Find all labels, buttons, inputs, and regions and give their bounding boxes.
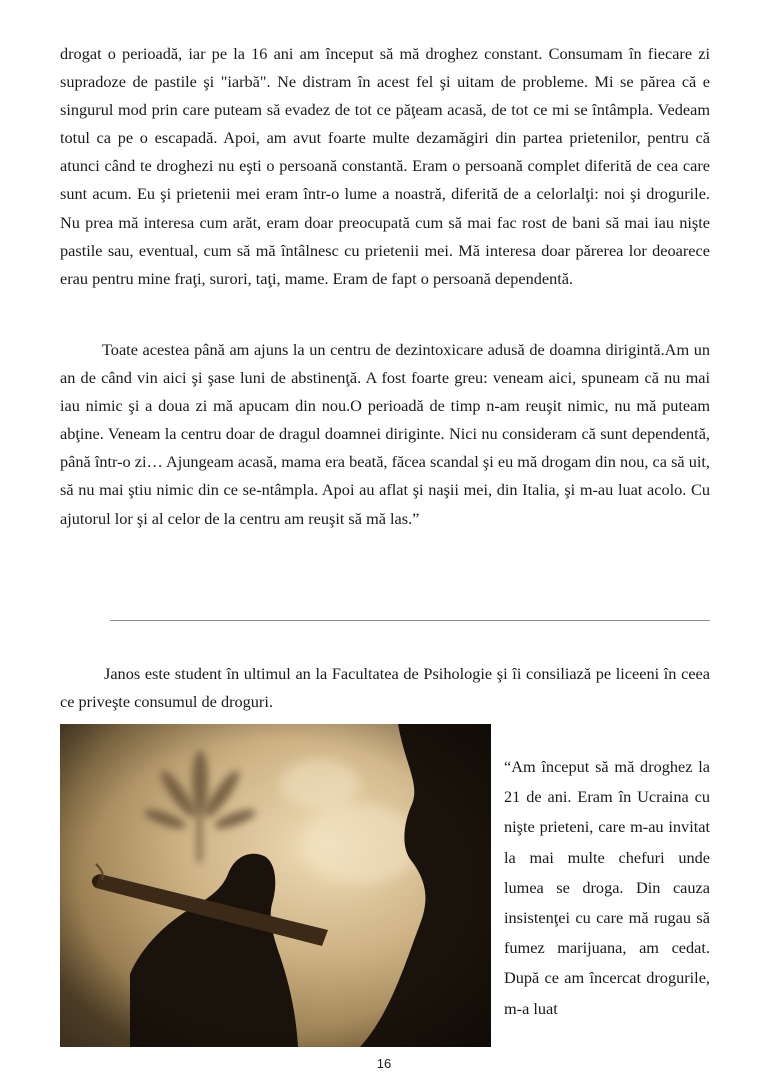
paragraph-continuation: drogat o perioadă, iar pe la 16 ani am început să mă droghez constant. Consumam în fiecare zi supradoze de pastile şi "iarbă". Ne distram în acest fel şi uitam de probleme. Mi se părea că e singurul mod prin care puteam să evadez de tot ce păţeam acasă, de tot ce mi se întâmpla. Vedeam totul ca pe o escapadă. Apoi, am avut foarte multe dezamăgiri din partea prietenilor, pentru că atunci când te droghezi nu eşti o persoană constantă. Eram o persoană complet diferită de cea care sunt acum. Eu şi prietenii mei eram într-o lume a noastră, diferită de a celorlalţi: noi şi drogurile. Nu prea mă interesa cum arăt, eram doar preocupată cum să mai fac rost de bani să mai iau nişte pastile sau, eventual, cum să mă întâlnesc cu prietenii mei. Mă interesa doar părerea lor deoarece erau pentru mine fraţi, surori, taţi, mame. Eram de fapt o persoană dependentă. (60, 44, 710, 288)
paragraph-rehab-story: Toate acestea până am ajuns la un centru de dezintoxicare adusă de doamna dirigintă.Am un an de când vin aici şi şase luni de abstinenţă. A fost foarte greu: veneam aici, spuneam că nu mai iau nimic şi a doua zi mă apucam din nou.O perioadă de timp n-am reuşit nimic, nu mă puteam abţine. Veneam la centru doar de dragul doamnei diriginte. Nici nu consideram că sunt dependentă, până într-o zi… Ajungeam acasă, mama era beată, făcea scandal şi eu mă drogam din nou, ca să uit, să nu mai ştiu nimic din ce se-ntâmpla. Apoi au aflat şi naşii mei, din Italia, şi m-au luat acolo. Cu ajutorul lor şi al celor de la centru am reuşit să mă las.” (60, 340, 710, 528)
section-divider (110, 620, 710, 621)
paragraph-janos-story: “Am început să mă droghez la 21 de ani. Eram în Ucraina cu nişte prieteni, care m-au invitat la mai multe chefuri unde lumea se droga. Din cauza insistenţei cu care mă rugau să fumez marijuana, am cedat. După ce am încercat drogurile, m-a luat (504, 757, 710, 1018)
smoking-silhouette-photo (60, 724, 491, 1047)
page-number: 16 (376, 1056, 392, 1071)
paragraph-janos-intro: Janos este student în ultimul an la Facultatea de Psihologie şi îi consiliază pe liceeni în ceea ce priveşte consumul de droguri. (60, 664, 710, 712)
